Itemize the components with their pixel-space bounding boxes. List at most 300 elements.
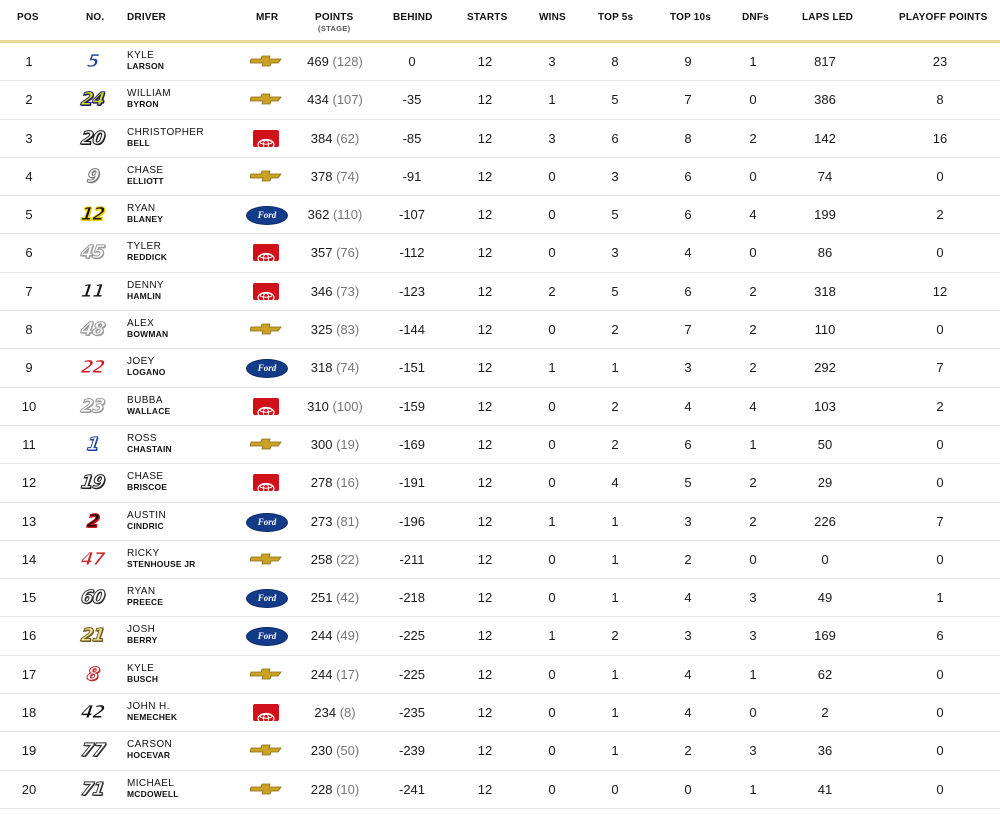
header-points-label: POINTS [315,12,354,23]
ford-oval-icon: Ford [246,589,288,608]
behind-cell: -144 [398,322,426,338]
manufacturer-cell [242,426,292,463]
header-points-sub: (STAGE) [318,24,351,33]
points-value: 244 [310,628,333,644]
header-mfr[interactable]: MFR [256,12,279,23]
car-number [72,579,114,616]
position-cell: 16 [21,628,37,644]
behind-cell: -241 [398,781,426,797]
car-number-logo: 8 [85,663,101,685]
table-row[interactable] [0,656,1000,694]
car-number [72,43,114,80]
table-row[interactable] [0,234,1000,272]
wins-cell: 0 [548,475,556,491]
table-row[interactable] [0,694,1000,732]
position-cell: 13 [21,513,37,529]
driver-first-name: AUSTIN [127,509,167,521]
position-cell: 17 [21,666,37,682]
points-cell [300,311,370,348]
chevrolet-bowtie-icon [250,783,282,795]
header-behind[interactable]: BEHIND [393,12,433,23]
car-number-logo: 20 [79,127,107,149]
car-number-logo: 60 [79,587,107,609]
table-row[interactable] [0,43,1000,81]
playoff-points-cell: 0 [936,322,944,338]
wins-cell: 1 [548,360,556,376]
driver-last-name: BERRY [127,635,158,646]
starts-cell: 12 [477,551,493,567]
starts-cell: 12 [477,322,493,338]
top10-cell: 6 [684,168,692,184]
table-row[interactable] [0,464,1000,502]
header-no[interactable]: NO. [86,12,105,23]
dnfs-cell: 2 [749,283,757,299]
table-row[interactable] [0,388,1000,426]
driver-last-name: BELL [127,137,150,148]
car-number [72,503,114,540]
dnfs-cell: 0 [749,168,757,184]
top5-cell: 0 [611,781,619,797]
top10-cell: 4 [684,666,692,682]
top5-cell: 5 [611,283,619,299]
manufacturer-cell [242,656,292,693]
manufacturer-cell [242,541,292,578]
top5-cell: 5 [611,92,619,108]
top10-cell: 2 [684,743,692,759]
wins-cell: 1 [548,92,556,108]
top5-cell: 6 [611,130,619,146]
driver-last-name: CHASTAIN [127,443,172,454]
top10-cell: 6 [684,207,692,223]
car-number [72,349,114,386]
car-number-logo: 23 [79,395,107,417]
dnfs-cell: 2 [749,322,757,338]
starts-cell: 12 [477,207,493,223]
header-points[interactable] [315,12,353,33]
manufacturer-cell [242,196,292,233]
driver-last-name: STENHOUSE JR [127,558,196,569]
table-row[interactable] [0,503,1000,541]
laps-led-cell: 41 [817,781,833,797]
car-number-logo: 42 [79,702,107,724]
driver-name[interactable] [127,778,247,815]
stage-points-value: (100) [332,398,363,414]
car-number [72,388,114,425]
points-value: 384 [310,130,333,146]
header-wins[interactable]: WINS [539,12,566,23]
dnfs-cell: 3 [749,628,757,644]
driver-first-name: RYAN [127,203,156,215]
points-value: 318 [310,360,333,376]
laps-led-cell: 50 [817,436,833,452]
top5-cell: 1 [611,551,619,567]
table-row[interactable] [0,120,1000,158]
points-cell [300,158,370,195]
driver-last-name: LOGANO [127,367,166,378]
laps-led-cell: 49 [817,590,833,606]
playoff-points-cell: 0 [936,743,944,759]
top10-cell: 4 [684,398,692,414]
car-number [72,541,114,578]
table-row[interactable] [0,579,1000,617]
points-value: 251 [310,590,333,606]
table-row[interactable] [0,158,1000,196]
starts-cell: 12 [477,283,493,299]
header-playoff-points[interactable]: PLAYOFF POINTS [899,12,988,23]
car-number-logo: 47 [79,548,107,570]
wins-cell: 0 [548,245,556,261]
position-cell: 20 [21,781,37,797]
stage-points-value: (76) [336,245,360,261]
driver-last-name: BYRON [127,99,159,110]
table-row[interactable] [0,349,1000,387]
playoff-points-cell: 0 [936,551,944,567]
stage-points-value: (110) [332,207,363,223]
stage-points-value: (19) [336,436,360,452]
wins-cell: 0 [548,168,556,184]
top10-cell: 2 [684,551,692,567]
table-row[interactable] [0,541,1000,579]
manufacturer-cell [242,388,292,425]
points-value: 362 [307,207,330,223]
playoff-points-cell: 0 [936,245,944,261]
manufacturer-cell [242,694,292,731]
top10-cell: 6 [684,436,692,452]
wins-cell: 1 [548,628,556,644]
playoff-points-cell: 6 [936,628,944,644]
top10-cell: 4 [684,245,692,261]
ford-oval-icon: Ford [246,627,288,646]
points-cell [300,694,370,731]
driver-first-name: CHASE [127,164,164,176]
points-value: 378 [310,168,333,184]
wins-cell: 0 [548,322,556,338]
table-header [0,0,1000,43]
position-cell: 8 [25,322,33,338]
header-dnfs[interactable]: DNFs [742,12,769,23]
driver-last-name: HAMLIN [127,290,162,301]
car-number [72,656,114,693]
playoff-points-cell: 16 [932,130,948,146]
driver-first-name: JOHN H. [127,701,170,713]
dnfs-cell: 0 [749,551,757,567]
laps-led-cell: 0 [821,551,829,567]
position-cell: 1 [25,54,33,69]
manufacturer-cell [242,771,292,808]
top5-cell: 3 [611,168,619,184]
table-row[interactable] [0,311,1000,349]
chevrolet-bowtie-icon [250,323,282,335]
playoff-points-cell: 12 [932,283,948,299]
position-cell: 4 [25,168,33,184]
laps-led-cell: 36 [817,743,833,759]
table-row[interactable] [0,732,1000,770]
laps-led-cell: 169 [814,628,836,644]
table-row[interactable] [0,273,1000,311]
table-row[interactable] [0,771,1000,809]
table-row[interactable] [0,617,1000,655]
driver-last-name: LARSON [127,61,165,71]
stage-points-value: (8) [339,705,356,721]
driver-last-name: HOCEVAR [127,750,171,761]
top5-cell: 4 [611,475,619,491]
driver-first-name: MICHAEL [127,777,175,789]
dnfs-cell: 2 [749,360,757,376]
ford-oval-icon: Ford [246,359,288,378]
top5-cell: 3 [611,245,619,261]
driver-first-name: KYLE [127,662,155,674]
car-number-logo: 11 [79,280,107,302]
chevrolet-bowtie-icon [250,744,282,756]
toyota-emblem-icon [253,474,279,491]
driver-first-name: CHASE [127,471,164,483]
behind-cell: -225 [398,666,426,682]
driver-first-name: WILLIAM [127,88,171,100]
points-cell [300,464,370,501]
wins-cell: 0 [548,743,556,759]
points-value: 300 [310,436,333,452]
behind-cell: -85 [402,130,422,146]
car-number-logo: 48 [79,319,107,341]
behind-cell: -107 [398,207,426,223]
top5-cell: 1 [611,666,619,682]
top5-cell: 2 [611,398,619,414]
behind-cell: -235 [398,705,426,721]
top10-cell: 5 [684,475,692,491]
stage-points-value: (62) [336,130,360,146]
dnfs-cell: 4 [749,207,757,223]
toyota-emblem-icon [253,130,279,147]
stage-points-value: (73) [336,283,360,299]
points-cell [300,426,370,463]
dnfs-cell: 1 [749,666,757,682]
behind-cell: -169 [398,436,426,452]
stage-points-value: (16) [336,475,360,491]
top10-cell: 6 [684,283,692,299]
dnfs-cell: 1 [749,436,757,452]
behind-cell: -151 [398,360,426,376]
stage-points-value: (128) [332,54,363,69]
points-cell [300,81,370,118]
dnfs-cell: 0 [749,92,757,108]
stage-points-value: (74) [336,168,360,184]
points-value: 357 [310,245,333,261]
car-number [72,158,114,195]
car-number-logo: 9 [85,165,101,187]
top5-cell: 2 [611,322,619,338]
driver-last-name: NEMECHEK [127,712,178,723]
driver-last-name: CINDRIC [127,520,164,531]
points-value: 434 [307,92,329,108]
laps-led-cell: 110 [814,322,836,338]
header-top5[interactable]: TOP 5s [598,12,634,23]
points-cell [300,43,370,80]
position-cell: 11 [22,436,36,452]
top10-cell: 3 [684,513,692,529]
manufacturer-cell [242,349,292,386]
playoff-points-cell: 1 [936,590,944,606]
driver-first-name: ROSS [127,432,157,444]
points-value: 346 [310,283,333,299]
playoff-points-cell: 2 [936,207,944,223]
car-number-logo: 21 [79,625,107,647]
chevrolet-bowtie-icon [250,170,282,182]
driver-first-name: JOSH [127,624,156,636]
playoff-points-cell: 7 [936,513,944,529]
manufacturer-cell [242,503,292,540]
car-number [72,426,114,463]
points-cell [300,732,370,769]
laps-led-cell: 386 [814,92,836,108]
header-pos[interactable]: POS [17,12,39,23]
points-cell [300,196,370,233]
position-cell: 2 [25,92,33,108]
dnfs-cell: 4 [749,398,757,414]
manufacturer-cell [242,464,292,501]
playoff-points-cell: 0 [936,436,944,452]
laps-led-cell: 86 [817,245,833,261]
chevrolet-bowtie-icon [250,55,282,67]
car-number-logo: 1 [85,433,101,455]
top5-cell: 5 [611,207,619,223]
car-number [72,196,114,233]
behind-cell: -196 [398,513,426,529]
starts-cell: 12 [477,628,493,644]
laps-led-cell: 29 [817,475,833,491]
position-cell: 14 [21,551,37,567]
chevrolet-bowtie-icon [250,93,282,105]
behind-cell: -225 [398,628,426,644]
laps-led-cell: 199 [814,207,836,223]
header-driver[interactable]: DRIVER [127,12,166,23]
points-cell [300,234,370,271]
chevrolet-bowtie-icon [250,553,282,565]
car-number-logo: 71 [79,778,107,800]
points-cell [300,771,370,808]
points-value: 273 [310,513,333,529]
car-number-logo: 22 [79,357,107,379]
starts-cell: 12 [477,54,493,69]
driver-first-name: BUBBA [127,394,163,406]
car-number-logo: 24 [79,89,107,111]
position-cell: 7 [25,283,33,299]
behind-cell: -159 [398,398,426,414]
playoff-points-cell: 0 [936,475,944,491]
laps-led-cell: 2 [821,705,829,721]
table-row[interactable] [0,196,1000,234]
behind-cell: -112 [399,245,425,261]
stage-points-value: (107) [332,92,363,108]
playoff-points-cell: 2 [936,398,944,414]
dnfs-cell: 3 [749,743,757,759]
driver-last-name: BLANEY [127,214,164,225]
playoff-points-cell: 0 [936,168,944,184]
car-number-logo: 19 [79,472,107,494]
position-cell: 9 [25,360,33,376]
playoff-points-cell: 8 [936,92,944,108]
manufacturer-cell [242,81,292,118]
starts-cell: 12 [477,590,493,606]
stage-points-value: (49) [336,628,360,644]
behind-cell: -239 [398,743,426,759]
starts-cell: 12 [477,168,493,184]
dnfs-cell: 2 [749,130,757,146]
dnfs-cell: 0 [749,245,757,261]
manufacturer-cell [242,273,292,310]
header-top10[interactable]: TOP 10s [670,12,712,23]
header-starts[interactable]: STARTS [467,12,508,23]
top5-cell: 2 [611,436,619,452]
stage-points-value: (42) [336,590,360,606]
car-number-logo: 45 [79,242,107,264]
playoff-points-cell: 0 [936,666,944,682]
points-cell [300,579,370,616]
dnfs-cell: 1 [749,781,757,797]
starts-cell: 12 [477,705,493,721]
position-cell: 5 [25,207,33,223]
playoff-points-cell: 23 [932,54,948,69]
driver-last-name: WALLACE [127,405,171,416]
driver-first-name: CARSON [127,739,173,751]
dnfs-cell: 2 [749,513,757,529]
laps-led-cell: 74 [817,168,833,184]
stage-points-value: (83) [336,322,360,338]
top10-cell: 8 [684,130,692,146]
points-cell [300,120,370,157]
stage-points-value: (17) [336,666,360,682]
stage-points-value: (74) [336,360,360,376]
top5-cell: 2 [611,628,619,644]
stage-points-value: (81) [336,513,360,529]
points-value: 244 [310,666,333,682]
starts-cell: 12 [477,360,493,376]
wins-cell: 0 [548,781,556,797]
driver-first-name: RYAN [127,586,156,598]
starts-cell: 12 [477,245,493,261]
position-cell: 6 [25,245,33,261]
laps-led-cell: 292 [814,360,836,376]
starts-cell: 12 [477,475,493,491]
table-row[interactable] [0,81,1000,119]
wins-cell: 0 [548,398,556,414]
top10-cell: 0 [684,781,692,797]
table-row[interactable] [0,426,1000,464]
dnfs-cell: 0 [749,705,757,721]
car-number [72,311,114,348]
top5-cell: 1 [611,705,619,721]
points-value: 258 [310,551,333,567]
top5-cell: 1 [611,590,619,606]
position-cell: 3 [25,130,33,146]
behind-cell: 0 [408,54,416,69]
laps-led-cell: 142 [814,130,836,146]
stage-points-value: (10) [336,781,360,797]
wins-cell: 2 [548,283,556,299]
manufacturer-cell [242,120,292,157]
starts-cell: 12 [477,436,493,452]
ford-oval-icon: Ford [246,206,288,225]
stage-points-value: (22) [336,551,360,567]
wins-cell: 0 [548,705,556,721]
car-number [72,273,114,310]
points-value: 234 [314,705,337,721]
behind-cell: -211 [399,551,425,567]
header-laps-led[interactable]: LAPS LED [802,12,854,23]
manufacturer-cell [242,579,292,616]
wins-cell: 1 [548,513,556,529]
starts-cell: 12 [477,781,493,797]
ford-oval-icon: Ford [246,513,288,532]
